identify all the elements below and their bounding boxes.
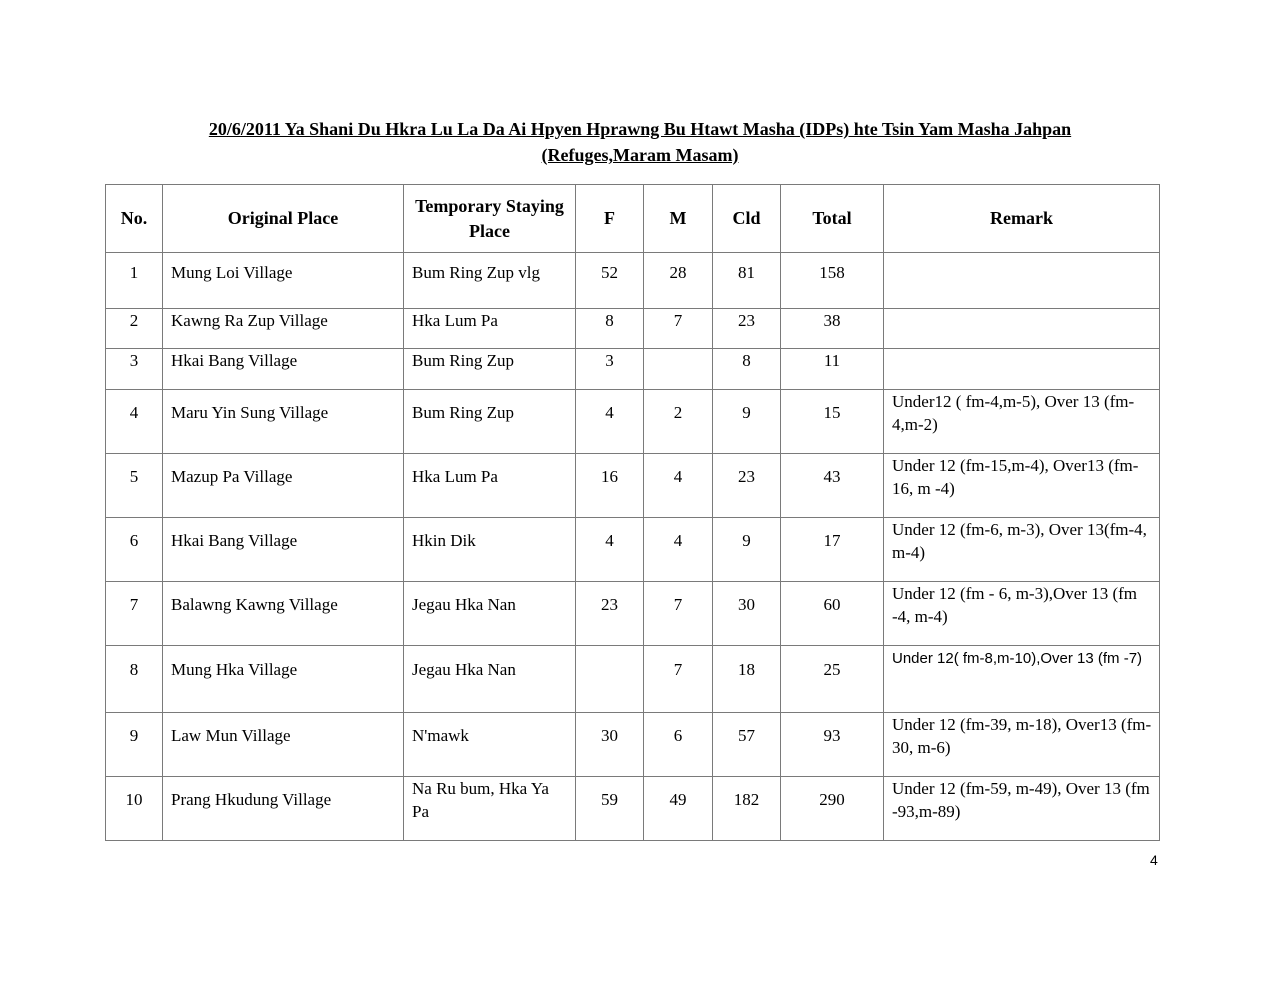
cell-original-place: Prang Hkudung Village bbox=[163, 777, 404, 841]
header-f: F bbox=[576, 185, 644, 253]
cell-remark: Under12 ( fm-4,m-5), Over 13 (fm-4,m-2) bbox=[884, 390, 1160, 454]
cell-remark bbox=[884, 349, 1160, 390]
cell-total: 93 bbox=[781, 713, 884, 777]
cell-original-place: Hkai Bang Village bbox=[163, 518, 404, 582]
cell-remark: Under 12 (fm-39, m-18), Over13 (fm-30, m-6) bbox=[884, 713, 1160, 777]
cell-original-place: Balawng Kawng Village bbox=[163, 582, 404, 646]
cell-total: 15 bbox=[781, 390, 884, 454]
cell-no: 6 bbox=[106, 518, 163, 582]
cell-total: 60 bbox=[781, 582, 884, 646]
cell-cld: 8 bbox=[713, 349, 781, 390]
cell-no: 1 bbox=[106, 253, 163, 309]
cell-cld: 81 bbox=[713, 253, 781, 309]
cell-cld: 23 bbox=[713, 309, 781, 349]
document-title: 20/6/2011 Ya Shani Du Hkra Lu La Da Ai Hpyen Hprawng Bu Htawt Masha (IDPs) hte Tsin Yam Masha Jahpan (Refuges,Maram Masam) bbox=[208, 119, 1072, 165]
cell-f bbox=[576, 646, 644, 713]
cell-temporary-place: Bum Ring Zup vlg bbox=[404, 253, 576, 309]
cell-m: 4 bbox=[644, 518, 713, 582]
cell-remark bbox=[884, 253, 1160, 309]
cell-total: 38 bbox=[781, 309, 884, 349]
cell-cld: 9 bbox=[713, 518, 781, 582]
cell-m: 7 bbox=[644, 582, 713, 646]
cell-f: 59 bbox=[576, 777, 644, 841]
cell-cld: 18 bbox=[713, 646, 781, 713]
cell-no: 7 bbox=[106, 582, 163, 646]
cell-total: 11 bbox=[781, 349, 884, 390]
cell-temporary-place: Jegau Hka Nan bbox=[404, 646, 576, 713]
cell-cld: 57 bbox=[713, 713, 781, 777]
table-row bbox=[106, 518, 1160, 582]
cell-total: 290 bbox=[781, 777, 884, 841]
cell-f: 23 bbox=[576, 582, 644, 646]
cell-total: 158 bbox=[781, 253, 884, 309]
header-remark: Remark bbox=[884, 185, 1160, 253]
cell-f: 4 bbox=[576, 518, 644, 582]
cell-m: 6 bbox=[644, 713, 713, 777]
cell-m: 7 bbox=[644, 309, 713, 349]
cell-temporary-place: Bum Ring Zup bbox=[404, 349, 576, 390]
cell-remark bbox=[884, 309, 1160, 349]
cell-m: 7 bbox=[644, 646, 713, 713]
cell-f: 16 bbox=[576, 454, 644, 518]
table-row bbox=[106, 713, 1160, 777]
cell-original-place: Mazup Pa Village bbox=[163, 454, 404, 518]
header-no: No. bbox=[106, 185, 163, 253]
header-total: Total bbox=[781, 185, 884, 253]
cell-no: 2 bbox=[106, 309, 163, 349]
cell-m bbox=[644, 349, 713, 390]
cell-temporary-place: N'mawk bbox=[404, 713, 576, 777]
cell-no: 8 bbox=[106, 646, 163, 713]
cell-remark: Under 12 (fm - 6, m-3),Over 13 (fm -4, m-4) bbox=[884, 582, 1160, 646]
cell-no: 4 bbox=[106, 390, 163, 454]
cell-original-place: Hkai Bang Village bbox=[163, 349, 404, 390]
cell-no: 9 bbox=[106, 713, 163, 777]
cell-temporary-place: Hka Lum Pa bbox=[404, 454, 576, 518]
cell-no: 3 bbox=[106, 349, 163, 390]
table-header-row bbox=[106, 185, 1160, 253]
table-row bbox=[106, 646, 1160, 713]
header-original-place: Original Place bbox=[163, 185, 404, 253]
cell-f: 8 bbox=[576, 309, 644, 349]
cell-m: 28 bbox=[644, 253, 713, 309]
page-number: 4 bbox=[1150, 852, 1158, 868]
cell-f: 3 bbox=[576, 349, 644, 390]
cell-no: 5 bbox=[106, 454, 163, 518]
cell-original-place: Kawng Ra Zup Village bbox=[163, 309, 404, 349]
cell-f: 4 bbox=[576, 390, 644, 454]
cell-m: 2 bbox=[644, 390, 713, 454]
table-row bbox=[106, 309, 1160, 349]
cell-original-place: Maru Yin Sung Village bbox=[163, 390, 404, 454]
cell-total: 25 bbox=[781, 646, 884, 713]
table-row bbox=[106, 253, 1160, 309]
table-row bbox=[106, 777, 1160, 841]
cell-temporary-place: Hka Lum Pa bbox=[404, 309, 576, 349]
idp-table bbox=[105, 184, 1160, 841]
cell-cld: 9 bbox=[713, 390, 781, 454]
cell-m: 4 bbox=[644, 454, 713, 518]
cell-no: 10 bbox=[106, 777, 163, 841]
cell-f: 52 bbox=[576, 253, 644, 309]
cell-original-place: Mung Loi Village bbox=[163, 253, 404, 309]
cell-m: 49 bbox=[644, 777, 713, 841]
cell-total: 17 bbox=[781, 518, 884, 582]
cell-cld: 23 bbox=[713, 454, 781, 518]
table-row bbox=[106, 454, 1160, 518]
cell-temporary-place: Na Ru bum, Hka Ya Pa bbox=[404, 777, 576, 841]
table-row bbox=[106, 349, 1160, 390]
cell-cld: 182 bbox=[713, 777, 781, 841]
cell-temporary-place: Jegau Hka Nan bbox=[404, 582, 576, 646]
cell-cld: 30 bbox=[713, 582, 781, 646]
cell-original-place: Law Mun Village bbox=[163, 713, 404, 777]
cell-remark: Under 12 (fm-15,m-4), Over13 (fm-16, m -4) bbox=[884, 454, 1160, 518]
cell-remark: Under 12 (fm-59, m-49), Over 13 (fm -93,m-89) bbox=[884, 777, 1160, 841]
table-row bbox=[106, 582, 1160, 646]
header-temporary-place: Temporary Staying Place bbox=[404, 185, 576, 253]
cell-temporary-place: Bum Ring Zup bbox=[404, 390, 576, 454]
cell-remark: Under 12 (fm-6, m-3), Over 13(fm-4, m-4) bbox=[884, 518, 1160, 582]
cell-f: 30 bbox=[576, 713, 644, 777]
header-m: M bbox=[644, 185, 713, 253]
cell-remark: Under 12( fm-8,m-10),Over 13 (fm -7) bbox=[884, 646, 1160, 713]
cell-temporary-place: Hkin Dik bbox=[404, 518, 576, 582]
header-cld: Cld bbox=[713, 185, 781, 253]
table-row bbox=[106, 390, 1160, 454]
cell-total: 43 bbox=[781, 454, 884, 518]
cell-original-place: Mung Hka Village bbox=[163, 646, 404, 713]
